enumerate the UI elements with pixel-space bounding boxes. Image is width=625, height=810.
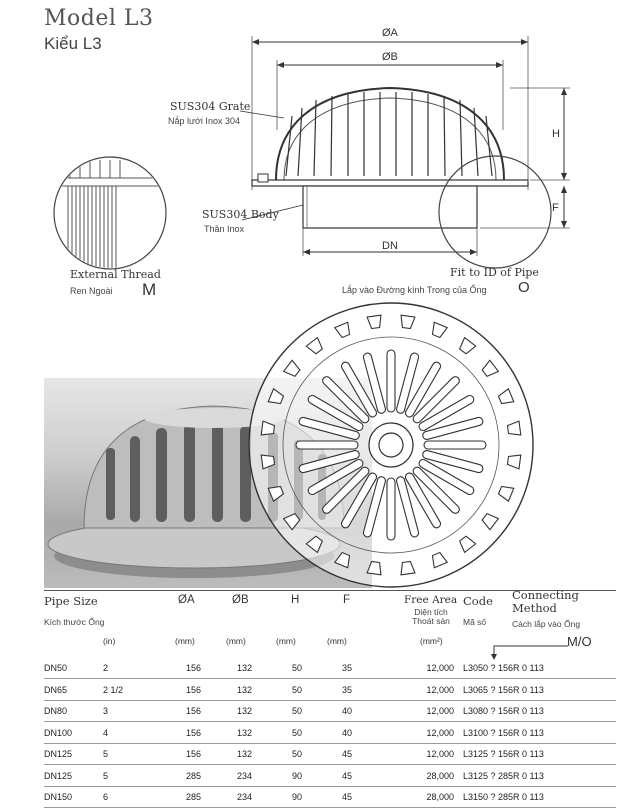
cell-dn: DN50 — [44, 663, 68, 673]
cell-f: 45 — [341, 770, 352, 781]
cell-code: L3080 ? 156R 0 113 — [463, 706, 544, 716]
cell-h: 50 — [291, 749, 302, 759]
cell-f: 40 — [341, 727, 352, 738]
section-drawing — [40, 20, 625, 300]
cell-dn: DN125 — [44, 749, 73, 759]
cell-a: 285 — [185, 770, 201, 781]
plan-view-drawing — [248, 300, 563, 595]
cell-code: L3150 ? 285R 0 113 — [463, 792, 544, 802]
cell-area: 12,000 — [426, 684, 454, 695]
col-a-header: ØA — [178, 594, 195, 606]
cell-h: 90 — [291, 770, 302, 781]
row-rule — [44, 721, 616, 722]
cell-code: L3125 ? 285R 0 113 — [463, 770, 544, 781]
cell-a: 156 — [185, 663, 201, 673]
cell-inch: 3 — [103, 706, 109, 716]
method-value: M/O — [567, 634, 592, 649]
row-rule — [44, 786, 616, 787]
cell-h: 50 — [291, 663, 302, 673]
unit-area: (mm²) — [420, 636, 443, 646]
cell-h: 50 — [291, 706, 302, 716]
cell-dn: DN150 — [44, 792, 73, 802]
cell-code: L3065 ? 156R 0 113 — [463, 684, 544, 695]
cell-h: 50 — [291, 684, 302, 695]
cell-f: 35 — [341, 663, 352, 673]
row-rule — [44, 700, 616, 701]
grate-slot — [424, 441, 486, 449]
dim-h-label: H — [552, 128, 560, 140]
thread-label: External Thread — [70, 268, 161, 281]
cell-inch: 2 — [103, 663, 109, 673]
fit-symbol: O — [518, 279, 530, 296]
cell-area: 12,000 — [426, 663, 454, 673]
dim-a-label: ØA — [382, 27, 398, 39]
cell-area: 28,000 — [426, 770, 454, 781]
row-rule — [44, 764, 616, 765]
row-rule — [44, 807, 616, 808]
body-label: SUS304 Body — [202, 208, 279, 221]
cell-h: 50 — [291, 727, 302, 738]
col-free-area-header-vn: Diện tích Thoát sàn — [412, 607, 450, 626]
grate-label-vn: Nắp lưới Inox 304 — [168, 116, 240, 126]
cell-b: 132 — [236, 706, 252, 716]
col-f-header: F — [343, 594, 351, 606]
cell-b: 234 — [236, 792, 252, 802]
cell-a: 156 — [185, 749, 201, 759]
thread-symbol: M — [142, 280, 157, 299]
page-title: Model L3 — [44, 6, 154, 31]
cell-dn: DN100 — [44, 727, 73, 738]
col-pipe-size-header-vn: Kích thước Ống — [44, 617, 105, 627]
cell-dn: DN80 — [44, 706, 68, 716]
cell-dn: DN125 — [44, 770, 73, 781]
col-b-header: ØB — [232, 594, 249, 606]
page-title-vn: Kiểu L3 — [44, 34, 102, 53]
method-arrow — [490, 645, 570, 661]
dim-f-label: F — [552, 202, 559, 214]
unit-f: (mm) — [327, 636, 347, 646]
cell-code: L3100 ? 156R 0 113 — [463, 727, 544, 738]
cell-f: 45 — [341, 749, 352, 759]
cell-area: 12,000 — [426, 727, 454, 738]
fit-label: Fit to ID of Pipe — [450, 266, 539, 279]
unit-a: (mm) — [175, 636, 195, 646]
col-free-area-header: Free Area — [404, 594, 458, 606]
cell-area: 12,000 — [426, 749, 454, 759]
cell-inch: 5 — [103, 770, 109, 781]
unit-inch: (in) — [103, 636, 116, 646]
grate-slot — [387, 478, 395, 540]
cell-a: 285 — [185, 792, 201, 802]
cell-inch: 2 1/2 — [103, 684, 124, 695]
row-rule — [44, 678, 616, 679]
cell-area: 12,000 — [426, 706, 454, 716]
cell-a: 156 — [185, 684, 201, 695]
cell-inch: 5 — [103, 749, 109, 759]
cell-code: L3125 ? 156R 0 113 — [463, 749, 544, 759]
cell-f: 35 — [341, 684, 352, 695]
cell-b: 132 — [236, 749, 252, 759]
grate-slot — [296, 441, 358, 449]
cell-f: 40 — [341, 706, 352, 716]
cell-a: 156 — [185, 727, 201, 738]
cell-b: 234 — [236, 770, 252, 781]
body-label-vn: Thân Inox — [204, 224, 245, 234]
col-method-header: Connecting Method — [512, 588, 579, 615]
col-h-header: H — [291, 594, 300, 606]
dim-b-label: ØB — [382, 51, 398, 63]
cell-b: 132 — [236, 684, 252, 695]
cell-area: 28,000 — [426, 792, 454, 802]
grate-slot — [387, 350, 395, 412]
col-pipe-size-header: Pipe Size — [44, 594, 98, 608]
row-rule — [44, 743, 616, 744]
cell-b: 132 — [236, 663, 252, 673]
unit-b: (mm) — [226, 636, 246, 646]
fit-label-vn: Lắp vào Đường kính Trong của Ống — [342, 285, 487, 295]
unit-h: (mm) — [276, 636, 296, 646]
col-method-header-vn: Cách lắp vào Ống — [512, 619, 581, 629]
cell-a: 156 — [185, 706, 201, 716]
col-code-header-vn: Mã số — [463, 617, 487, 627]
cell-inch: 4 — [103, 727, 109, 738]
thread-label-vn: Ren Ngoài — [70, 286, 113, 296]
cell-dn: DN65 — [44, 684, 68, 695]
cell-code: L3050 ? 156R 0 113 — [463, 663, 544, 673]
col-code-header: Code — [463, 594, 493, 608]
cell-h: 90 — [291, 792, 302, 802]
dim-dn-label: DN — [382, 240, 398, 252]
grate-label: SUS304 Grate — [170, 100, 251, 113]
cell-f: 45 — [341, 792, 352, 802]
cell-b: 132 — [236, 727, 252, 738]
cell-inch: 6 — [103, 792, 109, 802]
